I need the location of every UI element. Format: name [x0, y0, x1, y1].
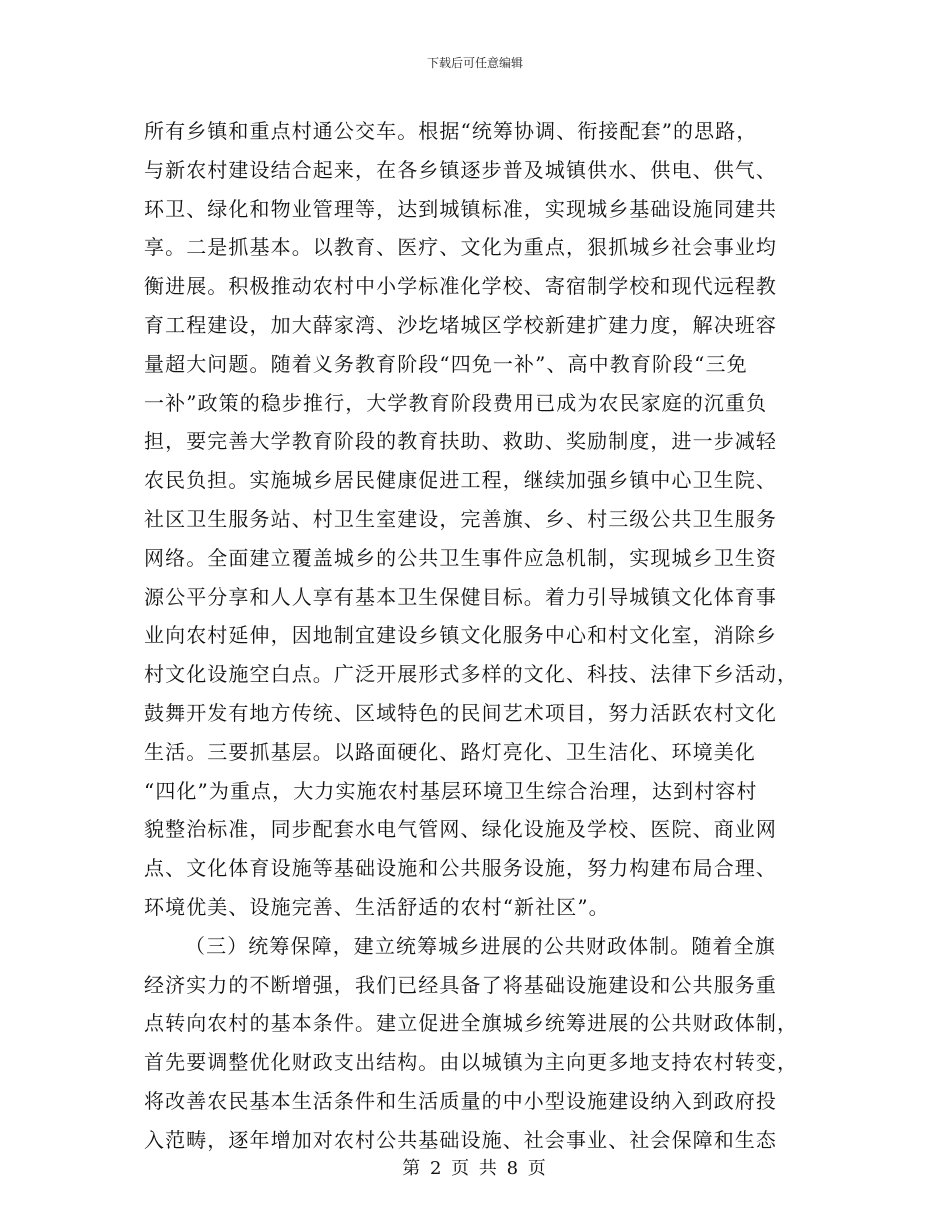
text-line: 环境优美、设施完善、生活舒适的农村“新社区”。 — [144, 894, 610, 919]
text-line: 社区卫生服务站、村卫生室建设，完善旗、乡、村三级公共卫生服务 — [144, 506, 777, 531]
text-line: 业向农村延伸，因地制宜建设乡镇文化服务中心和村文化室，消除乡 — [144, 623, 777, 648]
text-line: 村文化设施空白点。广泛开展形式多样的文化、科技、法律下乡活动， — [144, 662, 799, 687]
text-line: 生活。三要抓基层。以路面硬化、路灯亮化、卫生洁化、环境美化 — [144, 739, 756, 764]
text-line: 将改善农民基本生活条件和生活质量的中小型设施建设纳入到政府投 — [144, 1088, 777, 1113]
text-line: 貌整治标准，同步配套水电气管网、绿化设施及学校、医院、商业网 — [144, 817, 777, 842]
text-line: 首先要调整优化财政支出结构。由以城镇为主向更多地支持农村转变， — [144, 1050, 799, 1075]
text-line: 享。二是抓基本。以教育、医疗、文化为重点，狠抓城乡社会事业均 — [144, 235, 777, 260]
text-line: 鼓舞开发有地方传统、区域特色的民间艺术项目，努力活跃农村文化 — [144, 700, 777, 725]
text-line: 经济实力的不断增强，我们已经具备了将基础设施建设和公共服务重 — [144, 972, 777, 997]
text-line: 网络。全面建立覆盖城乡的公共卫生事件应急机制，实现城乡卫生资 — [144, 545, 777, 570]
text-line: 点、文化体育设施等基础设施和公共服务设施，努力构建布局合理、 — [144, 856, 777, 881]
text-line: 点转向农村的基本条件。建立促进全旗城乡统筹进展的公共财政体制， — [144, 1011, 799, 1036]
page-number: 第 2 页 共 8 页 — [402, 1158, 548, 1179]
text-line: 所有乡镇和重点村通公交车。根据“统筹协调、衔接配套”的思路， — [144, 119, 758, 143]
text-line: 担，要完善大学教育阶段的教育扶助、救助、奖励制度，进一步减轻 — [144, 429, 777, 454]
text-line: 入范畴，逐年增加对农村公共基础设施、社会事业、社会保障和生态 — [144, 1127, 777, 1152]
text-line: “四化”为重点，大力实施农村基层环境卫生综合治理，达到村容村 — [144, 778, 758, 803]
text-line: 量超大问题。随着义务教育阶段“四免一补”、高中教育阶段“三免 — [144, 351, 748, 376]
text-line: 衡进展。积极推动农村中小学标准化学校、寄宿制学校和现代远程教 — [144, 274, 777, 299]
text-line: 育工程建设，加大薛家湾、沙圪堵城区学校新建扩建力度，解决班容 — [144, 312, 777, 337]
text-line: 环卫、绿化和物业管理等，达到城镇标准，实现城乡基础设施同建共 — [144, 196, 777, 221]
text-line: 与新农村建设结合起来，在各乡镇逐步普及城镇供水、供电、供气、 — [144, 157, 777, 182]
text-line: 农民负担。实施城乡居民健康促进工程，继续加强乡镇中心卫生院、 — [144, 468, 777, 493]
page-header-note: 下载后可任意编辑 — [426, 56, 523, 70]
text-line: 源公平分享和人人享有基本卫生保健目标。着力引导城镇文化体育事 — [144, 584, 777, 609]
document-body — [144, 112, 824, 1160]
text-line: 一补”政策的稳步推行，大学教育阶段费用已成为农民家庭的沉重负 — [144, 390, 768, 415]
paragraph-start-line: （三）统筹保障，建立统筹城乡进展的公共财政体制。随着全旗 — [185, 933, 776, 958]
